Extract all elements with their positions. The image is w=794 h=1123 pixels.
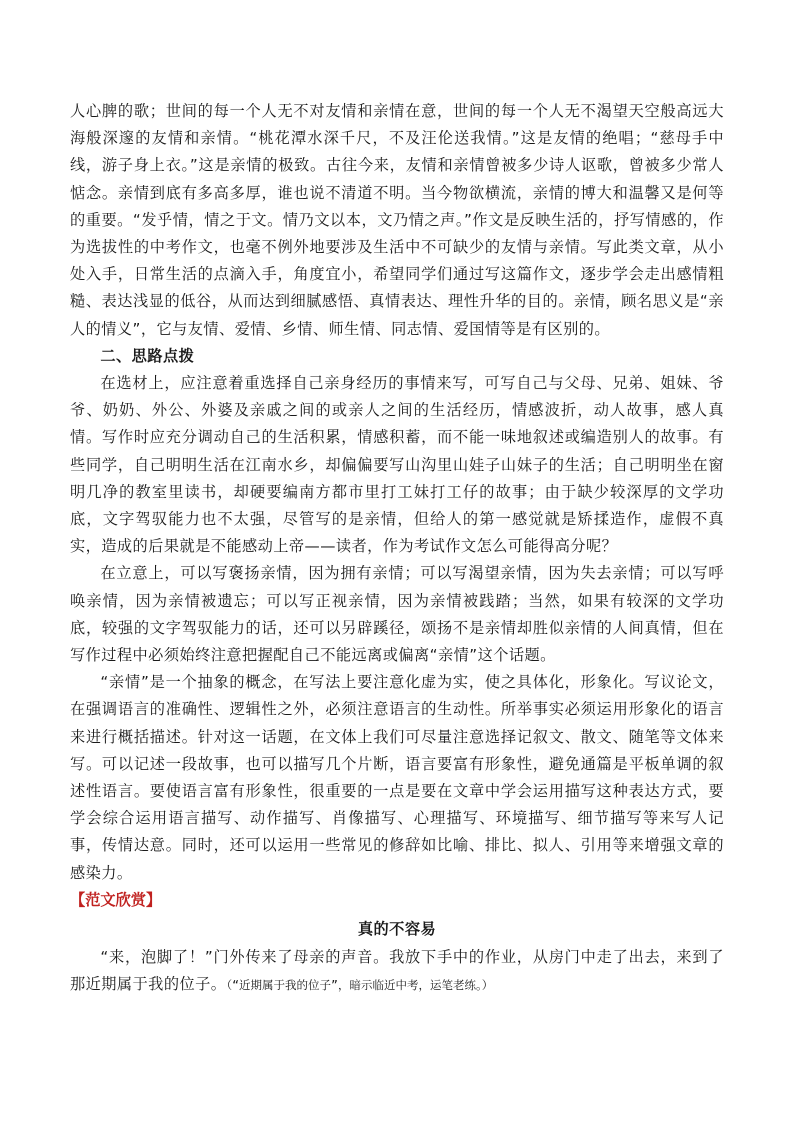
material-selection-paragraph: 在选材上，应注意着重选择自己亲身经历的事情来写，可写自己与父母、兄弟、姐妹、爷爷、奶奶、外公、外婆及亲戚之间的或亲人之间的生活经历，情感波折，动人故事，感人真情。写作时应充分调动自己的生活积累，情感积蓄，而不能一味地叙述或编造别人的故事。有些同学，自己明明生活在江南水乡，却偏偏要写山沟里山娃子山妹子的生活；自己明明坐在窗明几净的教室里读书，却硬要编南方都市里打工妹打工仔的故事；由于缺少较深厚的文学功底，文字驾驭能力也不太强，尽管写的是亲情，但给人的第一感觉就是矫揉造作，虚假不真实，造成的后果就是不能感动上帝——读者，作为考试作文怎么可能得高分呢？ [70, 374, 724, 556]
essay-opening-text: “来，泡脚了！”门外传来了母亲的声音。我放下手中的作业，从房门中走了出去，来到了那近期属于我的位子。 [70, 948, 724, 994]
section-heading-thinking-guide: 二、思路点拨 [100, 346, 195, 365]
writing-method-paragraph: “亲情”是一个抽象的概念，在写法上要注意化虚为实，使之具体化，形象化。写议论文，在强调语言的准确性、逻辑性之外，必须注意语言的生动性。所举事实必须运用形象化的语言来进行概括描述。针对这一话题，在文体上我们可尽量注意选择记叙文、散文、随笔等文体来写。可以记述一段故事，也可以描写几个片断，语言要富有形象性，避免通篇是平板单调的叙述性语言。要使语言富有形象性，很重要的一点是要在文章中学会运用描写这种表达方式，要学会综合运用语言描写、动作描写、肖像描写、心理描写、环境描写、细节描写等来写人记事，传情达意。同时，还可以运用一些常见的修辞如比喻、排比、拟人、引用等来增强文章的感染力。 [70, 673, 724, 882]
document-page [70, 98, 724, 1000]
essay-title: 真的不容易 [357, 920, 437, 939]
sample-essay-label: 【范文欣赏】 [70, 890, 162, 909]
essay-opening-paragraph [70, 944, 724, 999]
intro-paragraph: 人心脾的歌；世间的每一个人无不对友情和亲情在意，世间的每一个人无不渴望天空般高远大海般深邃的友情和亲情。“桃花潭水深千尺，不及汪伦送我情。”这是友情的绝唱；“慈母手中线，游子身上衣。”这是亲情的极致。古往今来，友情和亲情曾被多少诗人讴歌，曾被多少常人惦念。亲情到底有多高多厚，谁也说不清道不明。当今物欲横流，亲情的博大和温馨又是何等的重要。“发乎情，情之于文。情乃文以本，文乃情之声。”作文是反映生活的，抒写情感的，作为选拔性的中考作文，也毫不例外地要涉及生活中不可缺少的友情与亲情。写此类文章，从小处入手，日常生活的点滴入手，角度宜小，希望同学们通过写这篇作文，逐步学会走出感情粗糙、表达浅显的低谷，从而达到细腻感悟、真情表达、理性升华的目的。亲情，顾名思义是“亲人的情义”，它与友情、爱情、乡情、师生情、同志情、爱国情等是有区别的。 [70, 102, 724, 338]
theme-paragraph: 在立意上，可以写褒扬亲情，因为拥有亲情；可以写渴望亲情，因为失去亲情；可以写呼唤亲情，因为亲情被遗忘；可以写正视亲情，因为亲情被践踏；当然，如果有较深的文学功底，较强的文字驾驭能力的话，还可以另辟蹊径，颂扬不是亲情却胜似亲情的人间真情，但在写作过程中必须始终注意把握配自己不能远离或偏离“亲情”这个话题。 [70, 564, 724, 665]
annotation-note: （“近期属于我的位子”，暗示临近中考，运笔老练。） [226, 978, 494, 993]
